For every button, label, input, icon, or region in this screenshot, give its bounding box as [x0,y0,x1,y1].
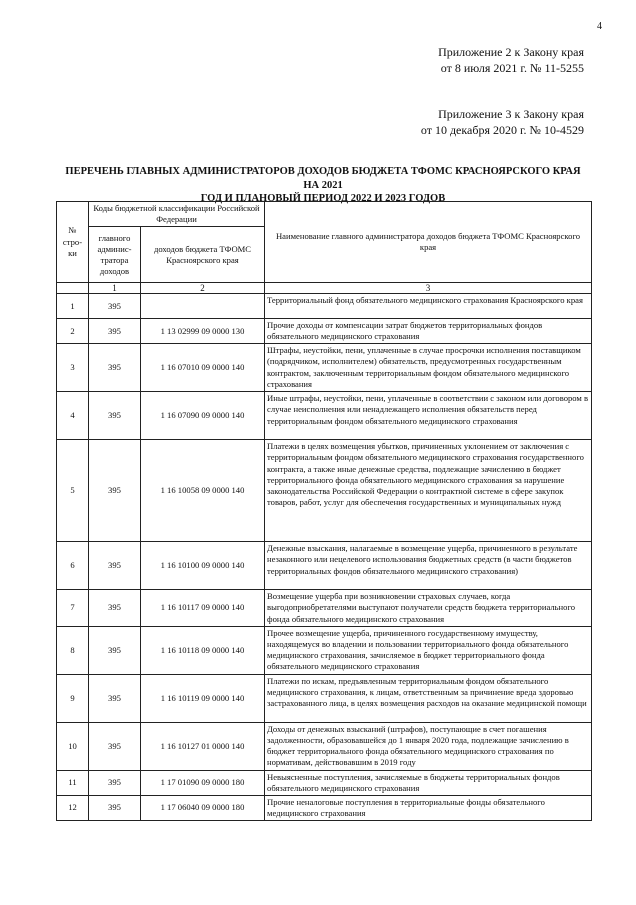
administrator-name: Невыясненные поступления, зачисляемые в бюджеты территориальных фондов обязательного медицинского страхования [265,770,592,795]
admin-code: 395 [89,674,141,722]
row-number: 4 [57,392,89,440]
header-administrator-name: Наименование главного администратора доходов бюджета ТФОМС Красноярского края [265,202,592,283]
administrator-name: Доходы от денежных взысканий (штрафов), поступающие в счет погашения задолженности, образовавшейся до 1 января 2020 года, подлежащие зачислению в бюджет территориального фонда обязательного медицинского страхования по нормативам, действовавшим в 2019 году [265,722,592,770]
revenue-code: 1 16 10119 09 0000 140 [141,674,265,722]
revenue-code: 1 16 10058 09 0000 140 [141,440,265,542]
row-number: 1 [57,294,89,319]
document-title [58,165,588,206]
administrator-name: Платежи по искам, предъявленным территориальным фондом обязательного медицинского страхования, к лицам, ответственным за причинение вреда здоровью застрахованного лица, в целях возмещения расходов на оказание медицинской помощи [265,674,592,722]
document-title-line-1: ПЕРЕЧЕНЬ ГЛАВНЫХ АДМИНИСТРАТОРОВ ДОХОДОВ БЮДЖЕТА ТФОМС КРАСНОЯРСКОГО КРАЯ НА 2021 [65,166,581,191]
table-row [57,542,592,590]
table-row [57,294,592,319]
administrators-table [56,201,592,821]
header-codes-group: Коды бюджетной классификации Российской Федерации [89,202,265,227]
administrator-name: Прочие доходы от компенсации затрат бюджетов территориальных фондов обязательного медицинского страхования [265,319,592,344]
header-admin-code: главного админис-тратора доходов [89,227,141,283]
admin-code: 395 [89,440,141,542]
row-number: 12 [57,795,89,820]
table-row [57,590,592,626]
revenue-code: 1 16 10127 01 0000 140 [141,722,265,770]
row-number: 6 [57,542,89,590]
row-number: 5 [57,440,89,542]
row-number: 3 [57,344,89,392]
revenue-code: 1 16 10118 09 0000 140 [141,626,265,674]
admin-code: 395 [89,319,141,344]
revenue-code: 1 13 02999 09 0000 130 [141,319,265,344]
appendix-current [438,44,584,76]
table-row [57,770,592,795]
administrator-name: Штрафы, неустойки, пени, уплаченные в случае просрочки исполнения поставщиком (подрядчиком, исполнителем) обязательств, предусмотренных государственным контрактом, заключенным территориальным фондом обязательного медицинского страхования [265,344,592,392]
admin-code: 395 [89,795,141,820]
admin-code: 395 [89,344,141,392]
revenue-code: 1 16 07010 09 0000 140 [141,344,265,392]
administrator-name: Прочие неналоговые поступления в территориальные фонды обязательного медицинского страхования [265,795,592,820]
page-number: 4 [597,21,602,32]
appendix-previous [421,106,584,138]
admin-code: 395 [89,590,141,626]
administrator-name: Возмещение ущерба при возникновении страховых случаев, когда выгодоприобретателями выступают получатели средств бюджета территориального фонда обязательного медицинского страхования [265,590,592,626]
row-number: 8 [57,626,89,674]
admin-code: 395 [89,542,141,590]
table-row [57,674,592,722]
column-index-2: 2 [141,283,265,294]
table-row [57,344,592,392]
revenue-code: 1 17 06040 09 0000 180 [141,795,265,820]
appendix-previous-title: Приложение 3 к Закону края [438,107,584,121]
row-number: 11 [57,770,89,795]
row-number: 7 [57,590,89,626]
revenue-code: 1 16 07090 09 0000 140 [141,392,265,440]
column-index-3: 3 [265,283,592,294]
table-row [57,319,592,344]
administrator-name: Прочее возмещение ущерба, причиненного государственному имуществу, находящемуся во владении и пользовании территориального фонда обязательного медицинского страхования, зачисляемое в бюджет территориального фонда обязательного медицинского страхования [265,626,592,674]
column-index-empty [57,283,89,294]
document-title-line-2: ГОД И ПЛАНОВЫЙ ПЕРИОД 2022 И 2023 ГОДОВ [200,193,446,204]
revenue-code: 1 16 10117 09 0000 140 [141,590,265,626]
admin-code: 395 [89,722,141,770]
table-row [57,722,592,770]
row-number: 9 [57,674,89,722]
revenue-code [141,294,265,319]
administrator-name: Платежи в целях возмещения убытков, причиненных уклонением от заключения с территориальным фондом обязательного медицинского страхования государственного контракта, а также иные денежные средства, подлежащие зачислению в бюджет территориального фонда обязательного медицинского страхования за нарушение законодательства Российской Федерации о контрактной системе в сфере закупок товаров, работ, услуг для обеспечения государственных и муниципальных нужд [265,440,592,542]
appendix-previous-date: от 10 декабря 2020 г. № 10-4529 [420,123,584,137]
header-revenue-code: доходов бюджета ТФОМС Красноярского края [141,227,265,283]
revenue-code: 1 17 01090 09 0000 180 [141,770,265,795]
admin-code: 395 [89,392,141,440]
table-row [57,440,592,542]
administrator-name: Денежные взыскания, налагаемые в возмещение ущерба, причиненного в результате незаконного или нецелевого использования бюджетных средств (в части бюджетов территориальных фондов обязательного медицинского страхования) [265,542,592,590]
table-row [57,795,592,820]
admin-code: 395 [89,626,141,674]
table-row [57,392,592,440]
column-index-1: 1 [89,283,141,294]
table-row [57,626,592,674]
revenue-code: 1 16 10100 09 0000 140 [141,542,265,590]
header-row-number: № стро-ки [57,202,89,283]
appendix-current-title: Приложение 2 к Закону края [438,45,584,59]
admin-code: 395 [89,294,141,319]
administrator-name: Иные штрафы, неустойки, пени, уплаченные в соответствии с законом или договором в случае неисполнения или ненадлежащего исполнения обязательств перед территориальным фондом обязательного медицинского страхования [265,392,592,440]
admin-code: 395 [89,770,141,795]
row-number: 2 [57,319,89,344]
administrator-name: Территориальный фонд обязательного медицинского страхования Красноярского края [265,294,592,319]
appendix-current-date: от 8 июля 2021 г. № 11-5255 [440,61,584,75]
row-number: 10 [57,722,89,770]
